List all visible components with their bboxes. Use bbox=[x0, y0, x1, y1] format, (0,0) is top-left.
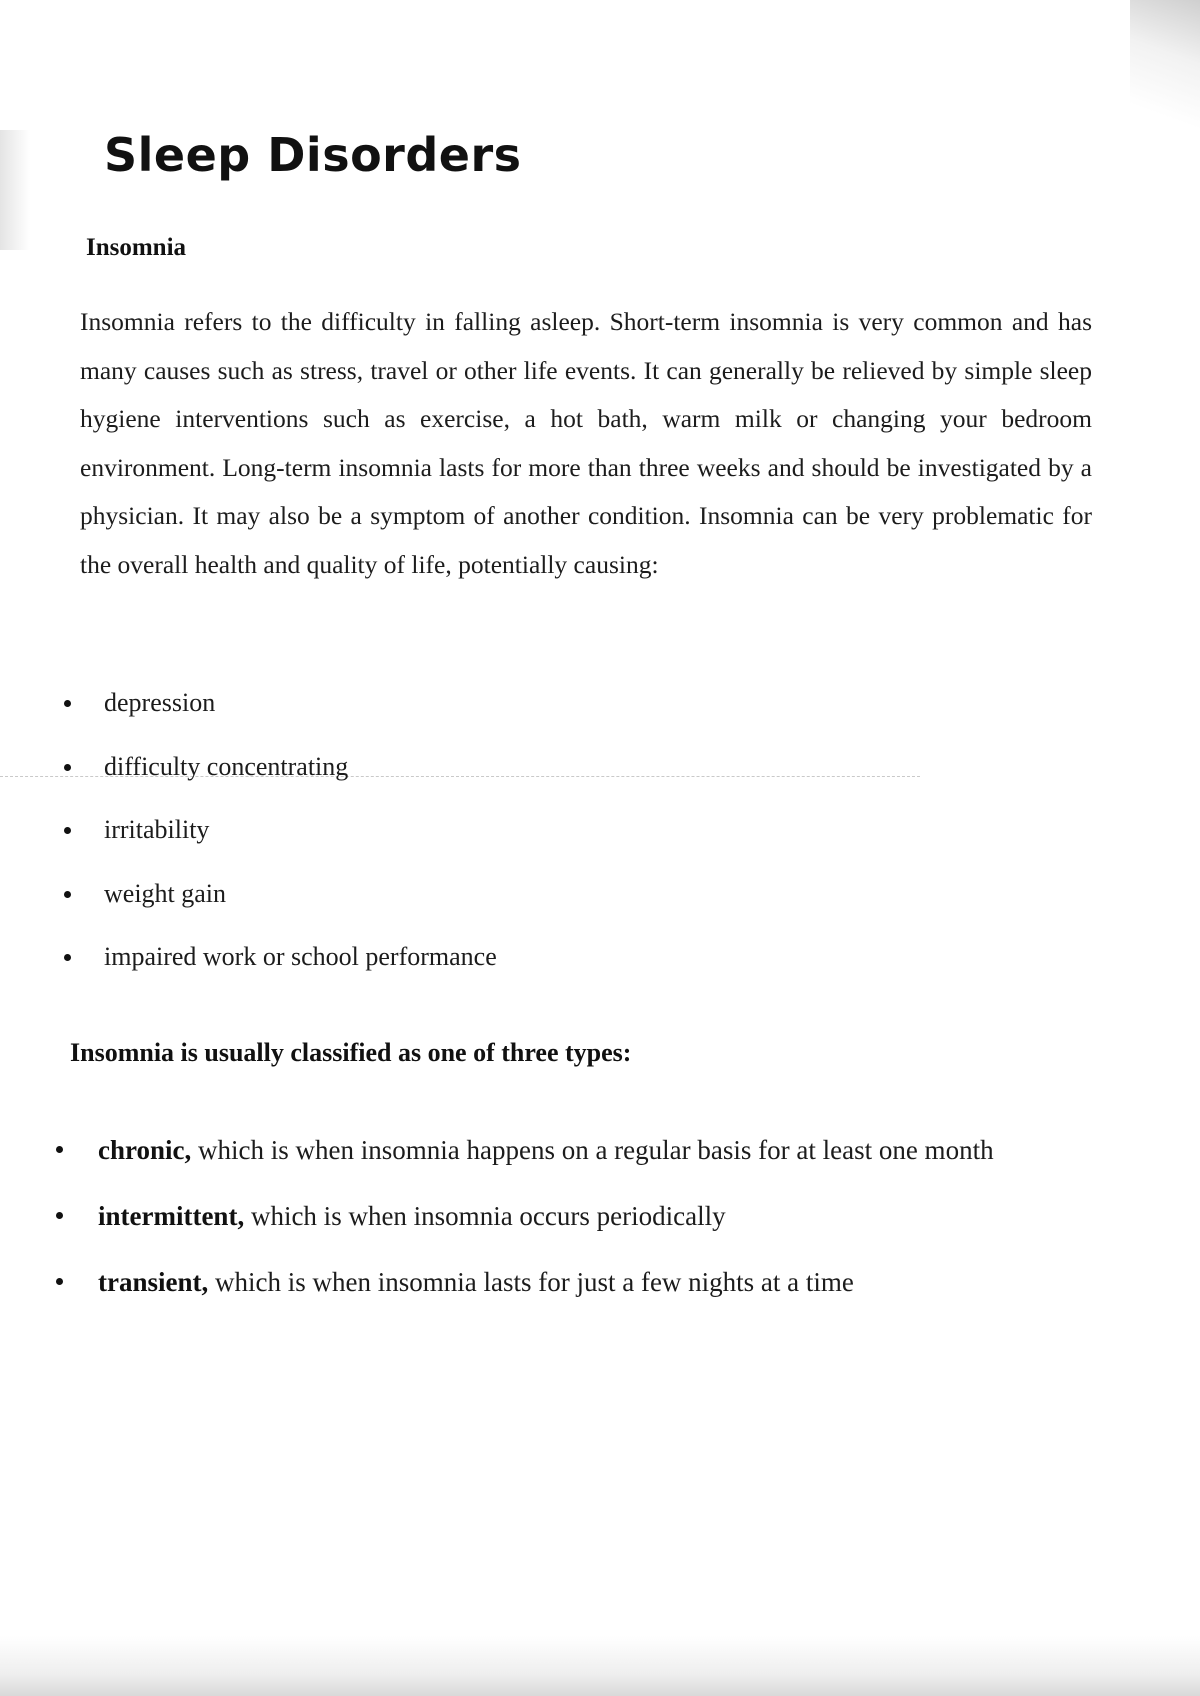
type-term-chronic: chronic, bbox=[98, 1135, 192, 1165]
list-item bbox=[60, 940, 497, 1004]
insomnia-effects-list bbox=[60, 686, 497, 1004]
list-item bbox=[60, 686, 497, 750]
list-item bbox=[52, 1252, 1120, 1312]
list-item-text: impaired work or school performance bbox=[104, 942, 497, 971]
bullet-icon bbox=[64, 764, 71, 771]
type-term-intermittent: intermittent, bbox=[98, 1201, 245, 1231]
list-item bbox=[52, 1186, 1120, 1246]
bullet-icon bbox=[64, 891, 71, 898]
list-item bbox=[60, 813, 497, 877]
bullet-icon bbox=[64, 700, 71, 707]
scan-shadow-top-right bbox=[1130, 0, 1200, 160]
bullet-icon bbox=[64, 954, 71, 961]
type-description-intermittent: which is when insomnia occurs periodically bbox=[244, 1201, 726, 1231]
type-term-transient: transient, bbox=[98, 1267, 209, 1297]
insomnia-types-list bbox=[52, 1120, 1120, 1318]
list-item-text: irritability bbox=[104, 815, 210, 844]
bullet-icon bbox=[56, 1146, 63, 1153]
type-description-transient: which is when insomnia lasts for just a few nights at a time bbox=[208, 1267, 854, 1297]
bullet-icon bbox=[56, 1212, 63, 1219]
types-heading: Insomnia is usually classified as one of three types: bbox=[70, 1038, 632, 1067]
page-title: Sleep Disorders bbox=[104, 128, 522, 182]
list-item-text: weight gain bbox=[104, 878, 227, 908]
list-item bbox=[60, 877, 497, 941]
type-description-chronic: which is when insomnia happens on a regular basis for at least one month bbox=[191, 1135, 994, 1165]
section-heading-insomnia: Insomnia bbox=[86, 234, 187, 261]
list-item-text: depression bbox=[104, 688, 216, 717]
list-item bbox=[52, 1120, 1120, 1180]
scan-shadow-left bbox=[0, 130, 30, 250]
list-item-text: difficulty concentrating bbox=[104, 751, 349, 781]
scan-shadow-bottom bbox=[0, 1636, 1200, 1696]
bullet-icon bbox=[56, 1278, 63, 1285]
insomnia-description-paragraph: Insomnia refers to the difficulty in falling asleep. Short-term insomnia is very common and has many causes such as stress, travel or other life events. It can generally be relieved by simple sleep hygiene interventions such as exercise, a hot bath, warm milk or changing your bedroom environment. Long-term insomnia lasts for more than three weeks and should be investigated by a physician. It may also be a symptom of another condition. Insomnia can be very problematic for the overall health and quality of life, potentially causing: bbox=[80, 307, 1092, 579]
list-item bbox=[60, 750, 497, 814]
bullet-icon bbox=[64, 827, 71, 834]
